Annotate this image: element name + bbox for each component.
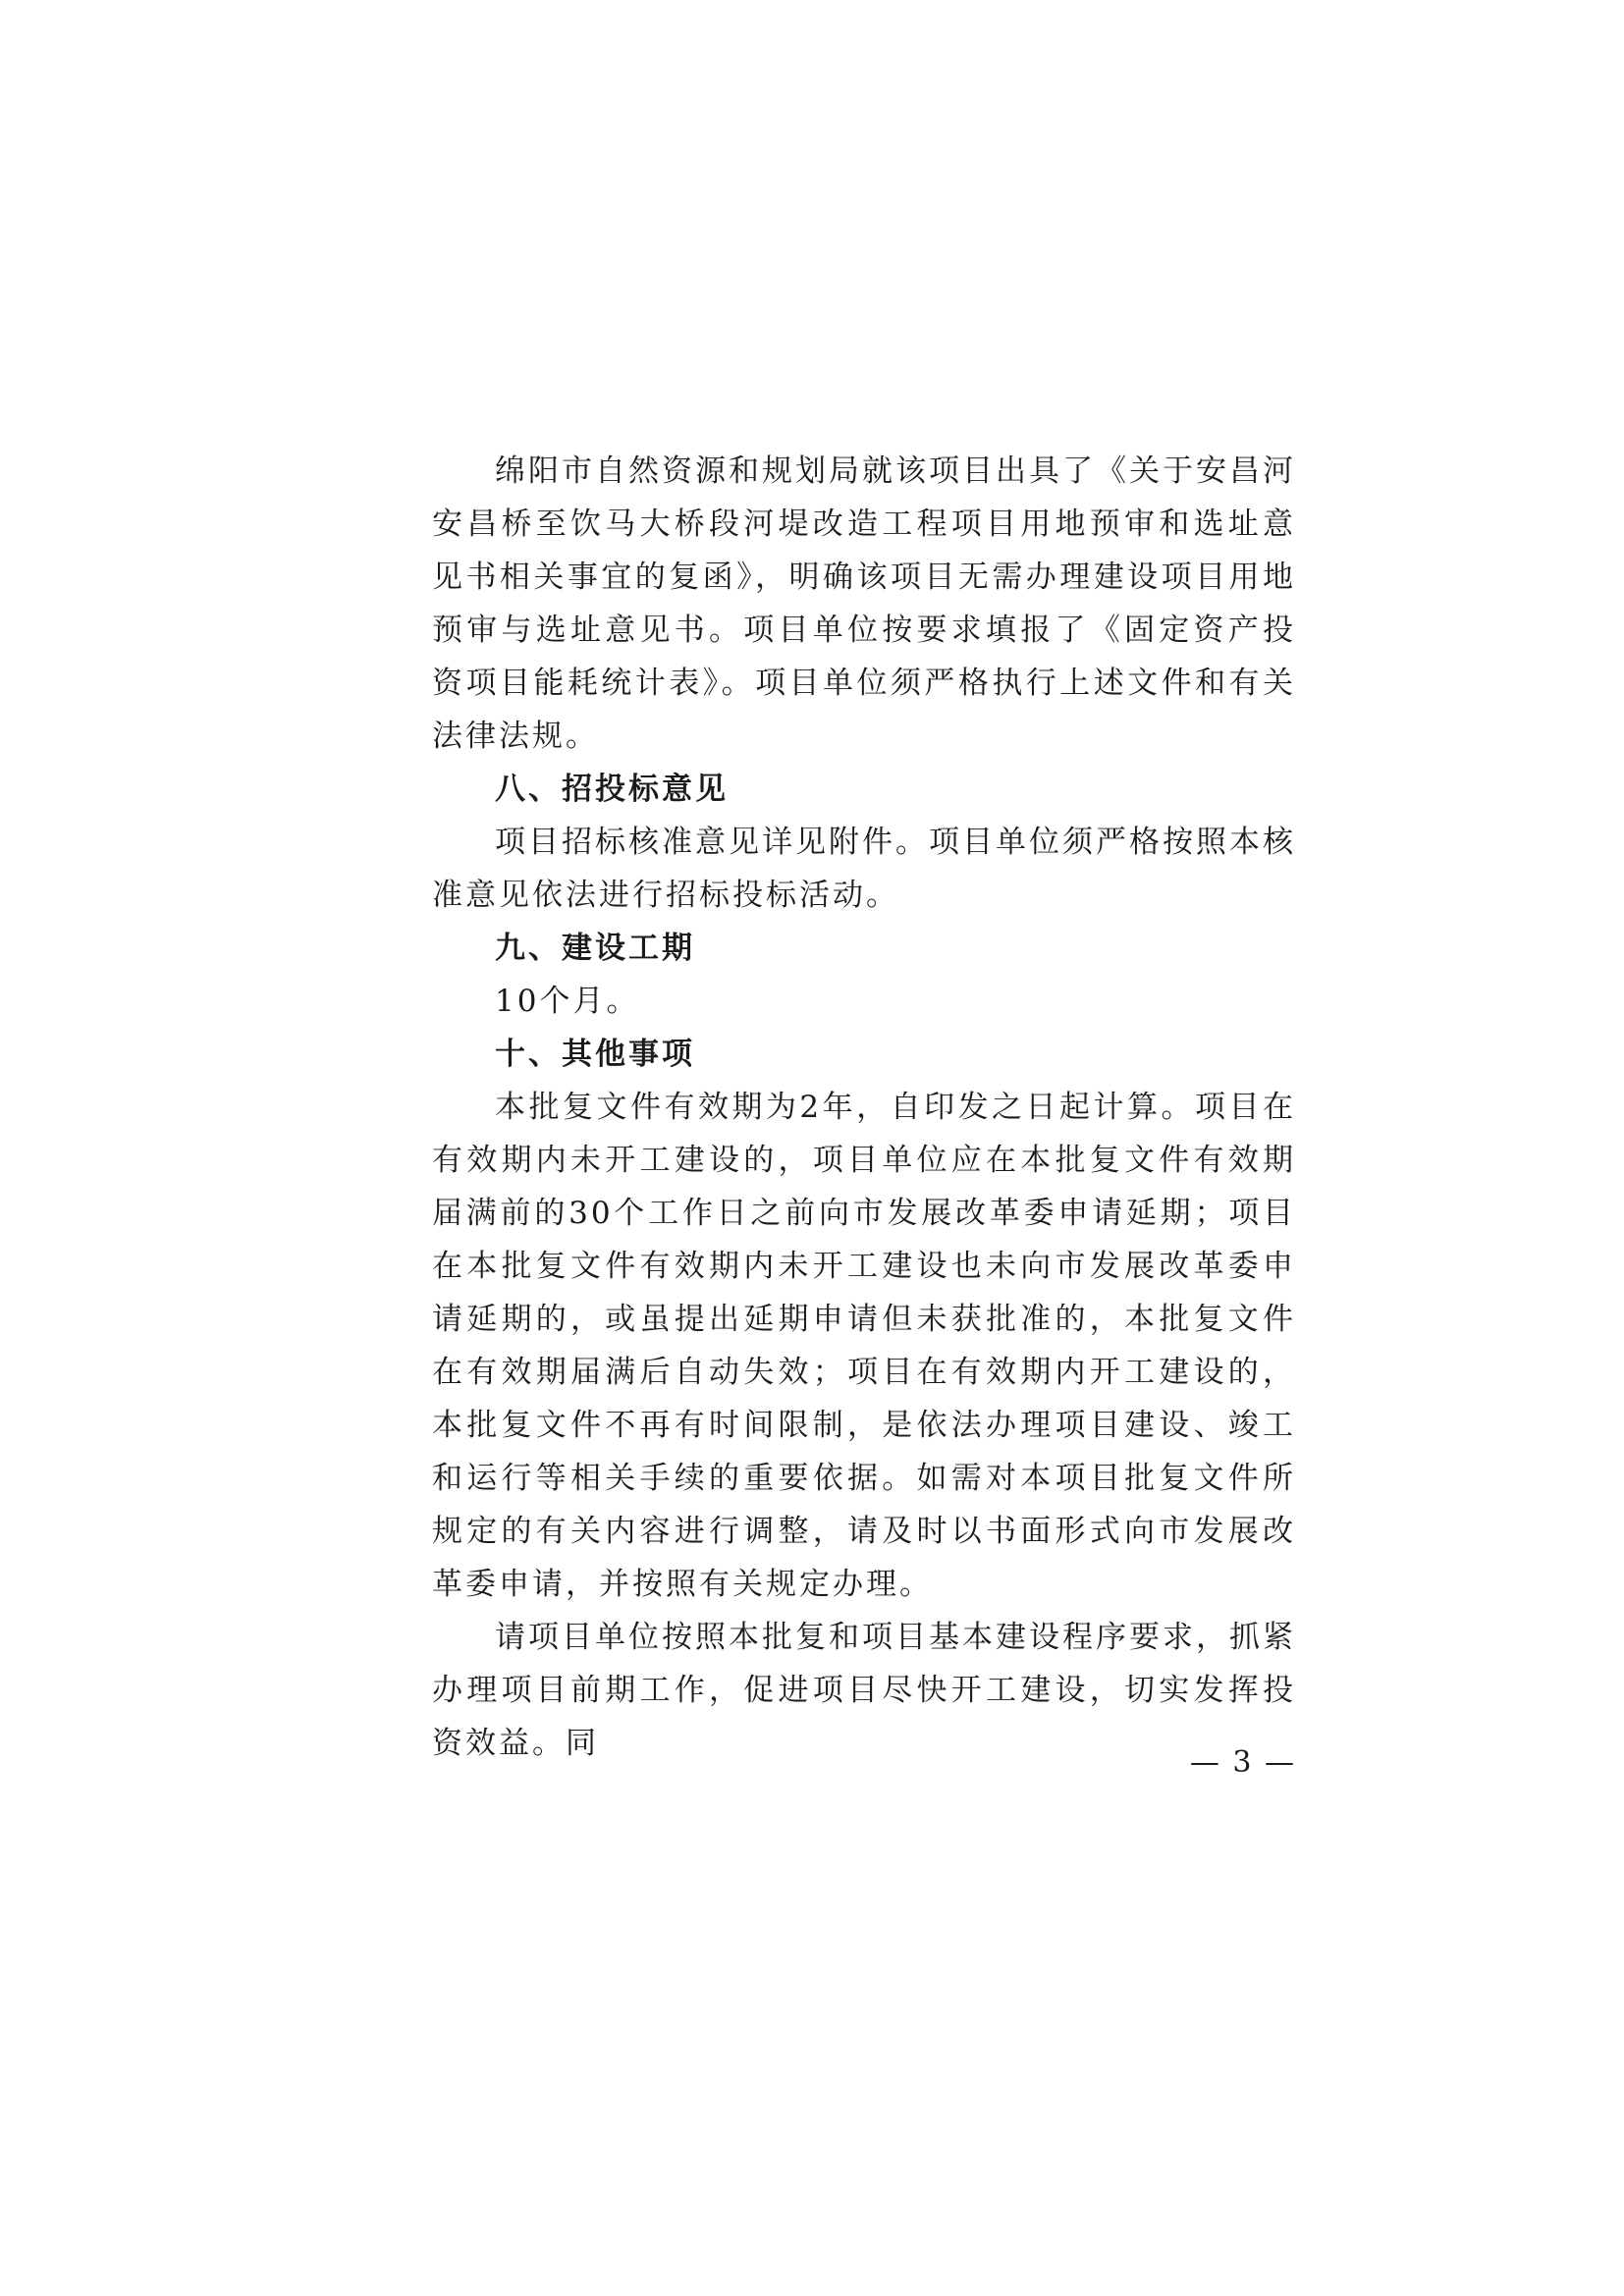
heading-construction-period: 九、建设工期 [495, 931, 695, 966]
body-text [432, 445, 1296, 1770]
page-number: — 3 — [1189, 1745, 1296, 1780]
heading-other-matters: 十、其他事项 [495, 1037, 695, 1072]
heading-bidding-opinion: 八、招投标意见 [495, 772, 729, 807]
paragraph-bidding-opinion: 项目招标核准意见详见附件。项目单位须严格按照本核准意见依法进行招标投标活动。 [432, 825, 1296, 913]
paragraph-validity-period: 本批复文件有效期为2年，自印发之日起计算。项目在有效期内未开工建设的，项目单位应在本批复文件有效期届满前的30个工作日之前向市发展改革委申请延期；项目在本批复文件有效期内未开工建设也未向市发展改革委申请延期的，或虽提出延期申请但未获批准的，本批复文件在有效期届满后自动失效；项目在有效期内开工建设的，本批复文件不再有时间限制，是依法办理项目建设、竣工和运行等相关手续的重要依据。如需对本项目批复文件所规定的有关内容进行调整，请及时以书面形式向市发展改革委申请，并按照有关规定办理。 [432, 1090, 1296, 1602]
paragraph-request: 请项目单位按照本批复和项目基本建设程序要求，抓紧办理项目前期工作，促进项目尽快开工建设，切实发挥投资效益。同 [432, 1620, 1296, 1761]
paragraph-construction-period: 10个月。 [495, 984, 640, 1019]
paragraph-land-use-opinion: 绵阳市自然资源和规划局就该项目出具了《关于安昌河安昌桥至饮马大桥段河堤改造工程项目用地预审和选址意见书相关事宜的复函》，明确该项目无需办理建设项目用地预审与选址意见书。项目单位按要求填报了《固定资产投资项目能耗统计表》。项目单位须严格执行上述文件和有关法律法规。 [432, 454, 1296, 754]
